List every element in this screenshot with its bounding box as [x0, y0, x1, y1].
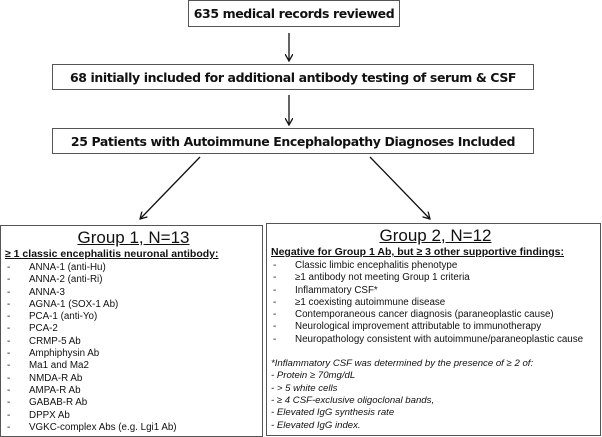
- bullet-dash: -: [7, 384, 11, 396]
- bullet-dash: -: [273, 260, 277, 271]
- list-item: [5, 299, 262, 311]
- list-item-label: AGNA-1 (SOX-1 Ab): [29, 298, 119, 310]
- list-item: [5, 287, 262, 299]
- list-item-label: ≥1 antibody not meeting Group 1 criteria: [295, 272, 470, 284]
- list-item: [271, 272, 600, 284]
- list-item: [5, 360, 262, 372]
- bullet-dash: -: [273, 333, 277, 345]
- list-item-label: Neuropathology consistent with autoimmune/paraneoplastic cause: [295, 333, 584, 345]
- arrow-to-group1: [140, 157, 200, 219]
- group2-title: Group 2, N=12: [379, 226, 492, 245]
- list-item-label: CRMP-5 Ab: [29, 335, 81, 347]
- bullet-dash: -: [7, 372, 11, 384]
- bullet-dash: -: [273, 309, 277, 321]
- group1-list: [5, 262, 262, 434]
- bullet-dash: -: [273, 272, 277, 284]
- list-item-label: ANNA-2 (anti-Ri): [29, 274, 103, 286]
- list-item-label: ANNA-1 (anti-Hu): [29, 262, 106, 273]
- list-item-label: PCA-1 (anti-Yo): [29, 311, 98, 323]
- list-item: [5, 311, 262, 323]
- bullet-dash: -: [7, 323, 11, 335]
- list-item: [5, 410, 262, 422]
- csf-footnote-line: - Elevated IgG synthesis rate: [271, 407, 395, 419]
- list-item: [271, 285, 600, 297]
- list-item: [5, 385, 262, 397]
- group2-list: [271, 260, 600, 346]
- list-item-label: Inflammatory CSF*: [295, 284, 378, 296]
- list-item: [5, 373, 262, 385]
- bullet-dash: -: [273, 321, 277, 333]
- list-item-label: Amphiphysin Ab: [29, 348, 100, 360]
- bullet-dash: -: [7, 421, 11, 433]
- list-item: [271, 334, 600, 346]
- bullet-dash: -: [7, 274, 11, 286]
- list-item: [5, 397, 262, 409]
- list-item: [5, 348, 262, 360]
- step-records-reviewed-label: 635 medical records reviewed: [193, 6, 395, 21]
- bullet-dash: -: [7, 335, 11, 347]
- csf-footnote-line: - ≥ 4 CSF-exclusive oligoclonal bands,: [271, 394, 435, 406]
- list-item: [271, 260, 600, 272]
- bullet-dash: -: [273, 284, 277, 296]
- csf-footnote-heading: *Inflammatory CSF was determined by the presence of ≥ 2 of:: [271, 358, 534, 370]
- group2-subtitle: Negative for Group 1 Ab, but ≥ 3 other supportive findings:: [271, 246, 564, 258]
- list-item-label: NMDA-R Ab: [29, 372, 83, 384]
- csf-footnote: [271, 358, 600, 432]
- list-item: [5, 323, 262, 335]
- bullet-dash: -: [7, 348, 11, 360]
- list-item: [5, 274, 262, 286]
- list-item-label: AMPA-R Ab: [29, 384, 81, 396]
- list-item: [271, 321, 600, 333]
- group1-subtitle: ≥ 1 classic encephalitis neuronal antibody:: [5, 248, 219, 260]
- list-item-label: Classic limbic encephalitis phenotype: [295, 260, 458, 271]
- list-item-label: Neurological improvement attributable to immunotherapy: [295, 321, 542, 333]
- list-item-label: GABAB-R Ab: [29, 397, 88, 409]
- list-item: [5, 336, 262, 348]
- csf-footnote-line: - Elevated IgG index.: [271, 419, 361, 431]
- list-item-label: ≥1 coexisting autoimmune disease: [295, 296, 446, 308]
- bullet-dash: -: [7, 262, 11, 273]
- list-item-label: VGKC-complex Abs (e.g. Lgi1 Ab): [29, 421, 177, 433]
- step-records-reviewed: [188, 0, 400, 27]
- group1-box: [0, 225, 263, 437]
- step-patients-included: [52, 128, 534, 154]
- csf-footnote-line: - > 5 white cells: [271, 382, 338, 394]
- bullet-dash: -: [7, 311, 11, 323]
- bullet-dash: -: [7, 298, 11, 310]
- list-item: [271, 297, 600, 309]
- arrow-to-group2: [370, 157, 430, 219]
- list-item-label: Contemporaneous cancer diagnosis (paraneoplastic cause): [295, 309, 554, 321]
- list-item: [5, 422, 262, 434]
- bullet-dash: -: [7, 397, 11, 409]
- group1-title: Group 1, N=13: [77, 228, 190, 247]
- step-initially-included: [52, 64, 534, 90]
- list-item-label: PCA-2: [29, 323, 58, 335]
- list-item: [271, 309, 600, 321]
- step-patients-included-label: 25 Patients with Autoimmune Encephalopathy Diagnoses Included: [70, 133, 516, 149]
- csf-footnote-line: - Protein ≥ 70mg/dL: [271, 370, 356, 382]
- bullet-dash: -: [7, 360, 11, 372]
- bullet-dash: -: [7, 409, 11, 421]
- step-initially-included-label: 68 initially included for additional antibody testing of serum & CSF: [69, 69, 517, 85]
- group2-box: [266, 223, 601, 436]
- list-item-label: Ma1 and Ma2: [29, 360, 89, 372]
- list-item-label: ANNA-3: [29, 286, 65, 298]
- bullet-dash: -: [273, 296, 277, 308]
- bullet-dash: -: [7, 286, 11, 298]
- list-item: [5, 262, 262, 274]
- list-item-label: DPPX Ab: [29, 409, 70, 421]
